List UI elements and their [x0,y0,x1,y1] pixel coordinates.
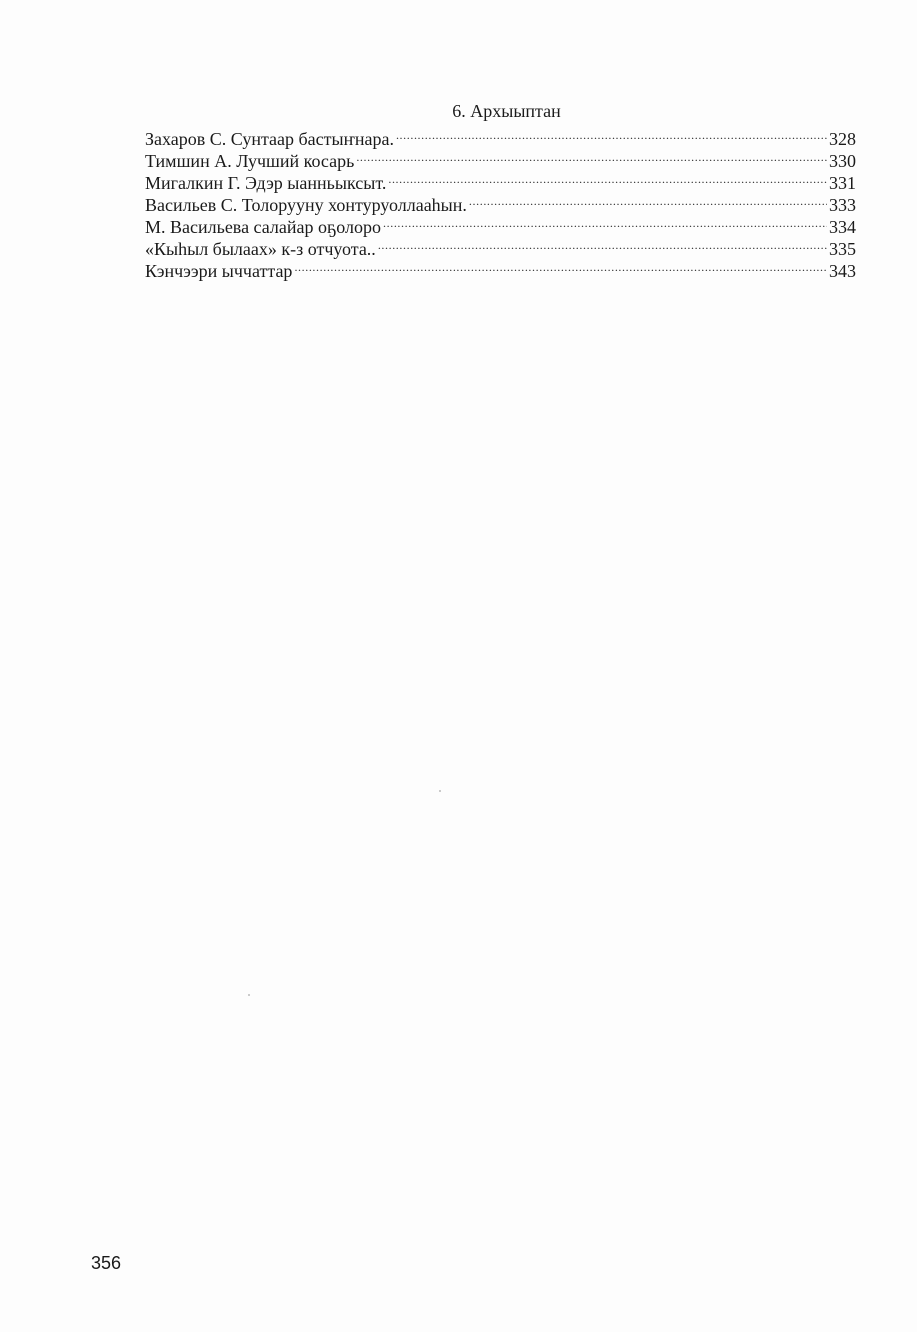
section-heading: 6. Архыыптан [452,101,561,121]
toc-entry-page: 328 [829,129,856,149]
toc-entry-page: 343 [829,261,856,281]
dot-leader [383,211,827,233]
toc-entry-title: Кэнчээри ыччаттар [145,261,293,281]
toc-entry-title: Захаров С. Сунтаар бастыҥнара. [145,129,394,149]
toc-entry-title: Васильев С. Толорууну хонтуруоллааһын. [145,195,467,215]
dot-leader [388,167,827,189]
toc-entry-page: 333 [829,195,856,215]
dot-leader [356,145,827,167]
dot-leader [294,255,827,277]
toc-list [145,123,856,281]
toc-entry-page: 330 [829,151,856,171]
page-number: 356 [91,1253,122,1273]
table-of-contents [145,100,856,281]
toc-entry-page: 334 [829,217,856,237]
dot-leader [396,123,827,145]
scan-speck [439,790,441,792]
dot-leader [469,189,827,211]
toc-entry-page: 331 [829,173,856,193]
dot-leader [378,233,827,255]
scan-speck [248,994,250,996]
toc-entry-title: «Кыһыл былаах» к-з отчуота.. [145,239,376,259]
toc-entry-title: М. Васильева салайар оҕолоро [145,217,382,237]
toc-entry-title: Мигалкин Г. Эдэр ыанньыксыт. [145,173,387,193]
toc-entry [145,123,856,149]
toc-entry-title: Тимшин А. Лучший косарь [145,151,355,171]
toc-entry-page: 335 [829,239,856,259]
